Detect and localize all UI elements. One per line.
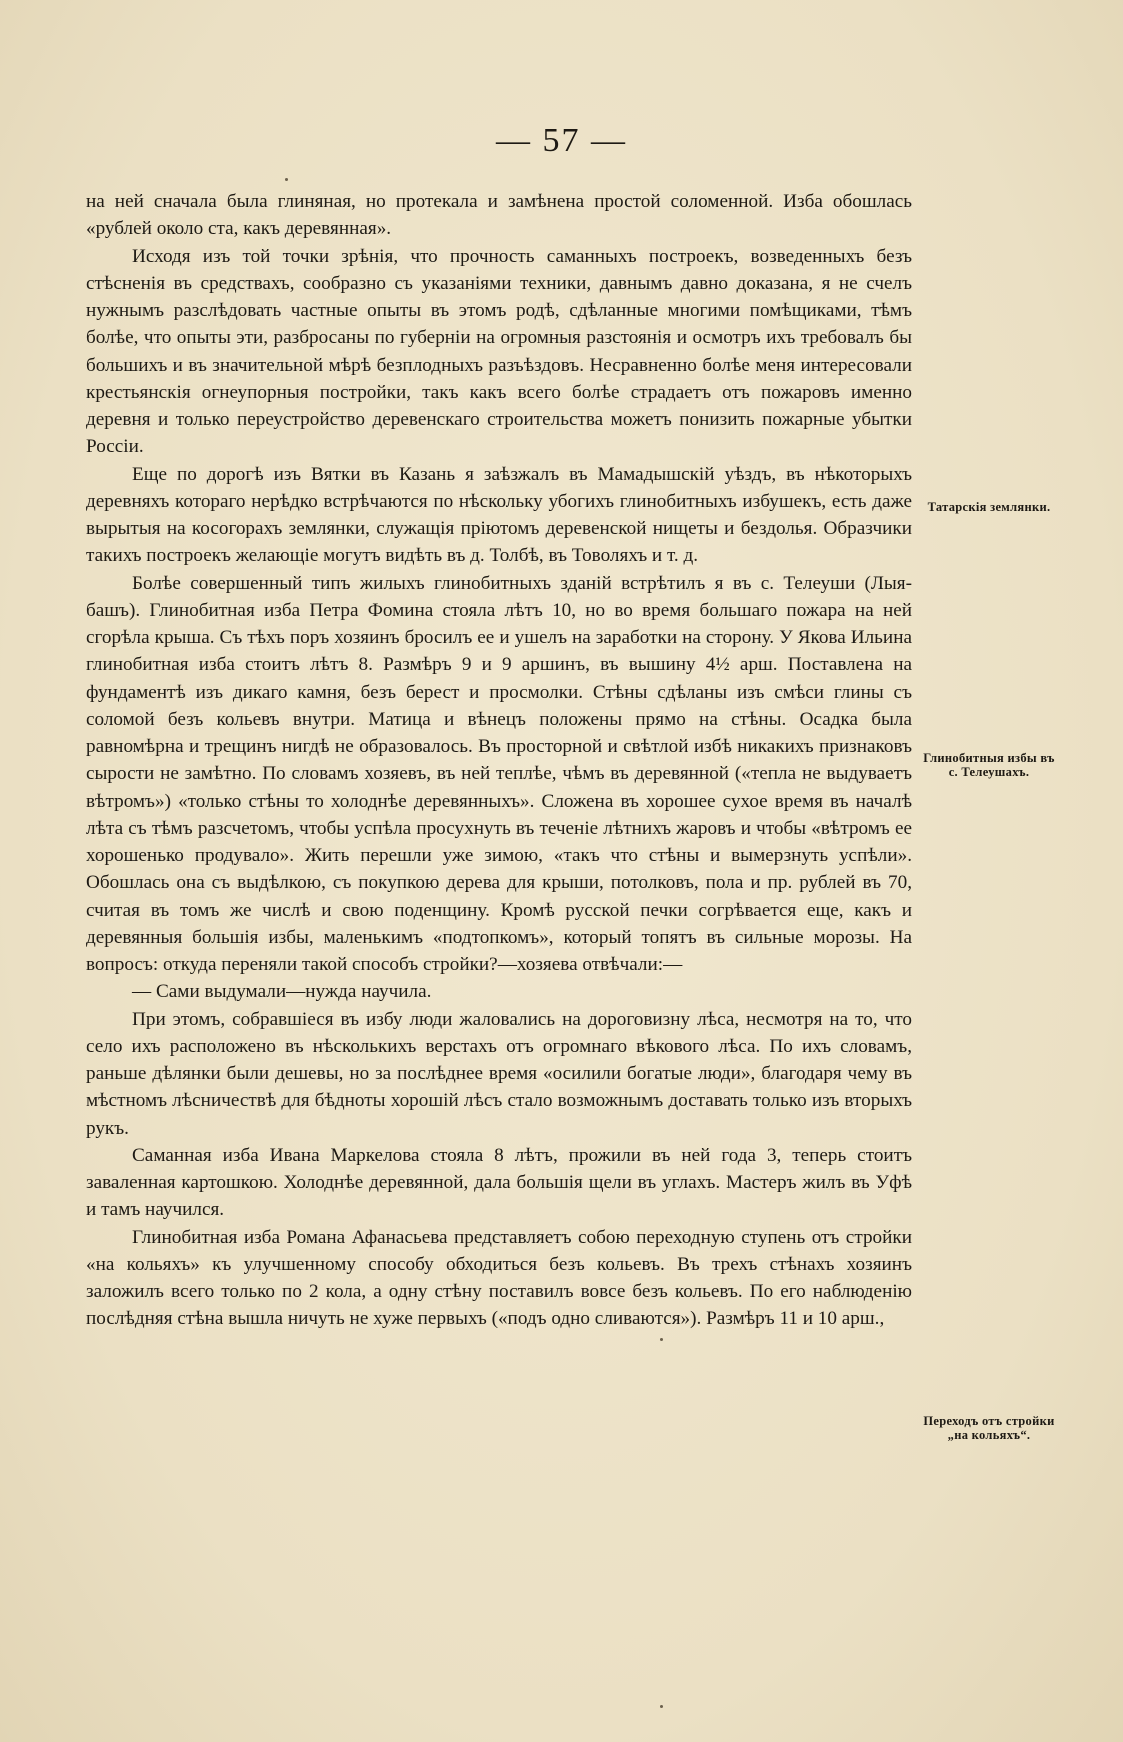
marginal-note-tatar-dugouts: Татарскія землянки.: [927, 500, 1051, 514]
paragraph-7: Саманная изба Ивана Маркелова стояла 8 лѣтъ, прожили въ ней года 3, теперь стоитъ заваленная картошкою. Холоднѣе деревянной, дала большія щели въ углахъ. Мастеръ жилъ въ Уфѣ и тамъ научился.: [86, 1144, 912, 1221]
paper-speck: [285, 178, 288, 181]
marginal-note-clay-huts-teleushi: Глинобитныя избы въ с. Телеушахъ.: [923, 751, 1055, 779]
paragraph-5-dialog: — Сами выдумали—нужда научила.: [132, 981, 432, 1003]
paragraph-6: При этомъ, собравшіеся въ избу люди жаловались на дороговизну лѣса, несмотря на то, что село ихъ расположено въ нѣсколькихъ верстахъ отъ огромнаго вѣкового лѣса. По ихъ словамъ, раньше дѣлянки были дешевы, но за послѣднее время «осилили богатые люди», благодаря чему въ мѣстномъ лѣсничествѣ для бѣдноты хорошій лѣсъ стало возможнымъ доставать только изъ вторыхъ рукъ.: [86, 1008, 912, 1139]
paragraph-8: Глинобитная изба Романа Афанасьева представляетъ собою переходную ступень отъ стройки «на кольяхъ» къ улучшенному способу обходиться безъ кольевъ. Въ трехъ стѣнахъ хозяинъ заложилъ всего только по 2 кола, а одну стѣну поставилъ вовсе безъ кольевъ. По его наблюденію послѣдняя стѣна вышла ничуть не хуже первыхъ («подъ одно сливаются»). Размѣръ 11 и 10 арш.,: [86, 1226, 912, 1330]
paragraph-2: Исходя изъ той точки зрѣнія, что прочность саманныхъ построекъ, возведенныхъ безъ стѣсненія въ средствахъ, сообразно съ указаніями техники, давнымъ давно доказана, я не счелъ нужнымъ разслѣдовать частные опыты въ этомъ родѣ, сдѣланные многими помѣщиками, тѣмъ болѣе, что опыты эти, разбросаны по губерніи на огромныя разстоянія и осмотръ ихъ требовалъ бы большихъ и въ значительной мѣрѣ безплодныхъ разъѣздовъ. Несравненно болѣе меня интересовали крестьянскія огнеупорныя постройки, такъ какъ всего болѣе страдаетъ отъ пожаровъ именно деревня и только переустройство деревенскаго строительства можетъ понизить пожарные убытки Россіи.: [86, 245, 912, 458]
paragraph-1: на ней сначала была глиняная, но протекала и замѣнена простой соломенной. Изба обошлась «рублей около ста, какъ деревянная».: [86, 191, 912, 240]
paragraph-3: Еще по дорогѣ изъ Вятки въ Казань я заѣзжалъ въ Мамадышскій уѣздъ, въ нѣкоторыхъ деревняхъ котораго нерѣдко встрѣчаются по нѣскольку убогихъ глинобитныхъ избушекъ, есть даже вырытыя на косогорахъ землянки, служащія пріютомъ деревенской нищеты и бездолья. Образчики такихъ построекъ желающіе могутъ видѣть въ д. Толбѣ, въ Товоляхъ и т. д.: [86, 463, 912, 567]
paragraph-4: Болѣе совершенный типъ жилыхъ глинобитныхъ зданій встрѣтилъ я въ с. Телеуши (Лыя-башъ). Глинобитная изба Петра Фомина стояла лѣтъ 10, но во время большаго пожара на ней сгорѣла крыша. Съ тѣхъ поръ хозяинъ бросилъ ее и ушелъ на заработки на сторону. У Якова Ильина глинобитная изба стоитъ лѣтъ 8. Размѣръ 9 и 9 аршинъ, въ вышину 4½ арш. Поставлена на фундаментѣ изъ дикаго камня, безъ берест и просмолки. Стѣны сдѣланы изъ смѣси глины съ соломой безъ кольевъ внутри. Матица и вѣнецъ положены прямо на стѣны. Осадка была равномѣрна и трещинъ нигдѣ не образовалось. Въ просторной и свѣтлой избѣ никакихъ признаковъ сырости не замѣтно. По словамъ хозяевъ, въ ней теплѣе, чѣмъ въ деревянной («тепла не выдуваетъ вѣтромъ») «только стѣны то холоднѣе деревянныхъ». Сложена въ хорошее сухое время въ началѣ лѣта съ тѣмъ разсчетомъ, чтобы успѣла просухнуть въ теченіе лѣтнихъ жаровъ и чтобы «вѣтромъ ее хорошенько продувало». Жить перешли уже зимою, «такъ что стѣны и вымерзнуть успѣли». Обошлась она съ выдѣлкою, съ покупкою дерева для крыши, потолковъ, пола и пр. рублей въ 70, считая въ томъ же числѣ и свою поденщину. Кромѣ русской печки согрѣвается еще, какъ и деревянныя большія избы, маленькимъ «подтопкомъ», который топятъ въ сильные морозы. На вопросъ: откуда переняли такой способъ стройки?—хозяева отвѣчали:—: [86, 572, 912, 975]
paper-speck: [660, 1338, 663, 1341]
page-number: — 57 —: [496, 122, 627, 159]
marginal-note-transition-stakes: Переходъ отъ стройки „на кольяхъ“.: [923, 1414, 1055, 1442]
paper-speck: [660, 1705, 663, 1708]
body-text: [86, 188, 912, 1333]
